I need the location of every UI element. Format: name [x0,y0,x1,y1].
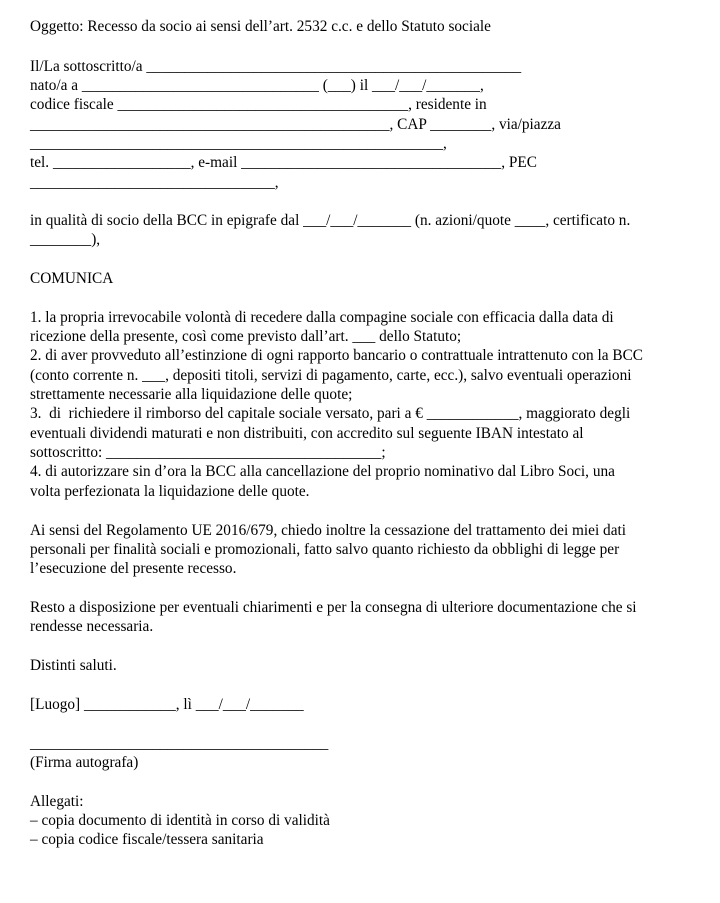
availability-line: rendesse necessaria. [30,618,154,635]
identity-line: tel. __________________, e-mail __________________________________, PEC [30,154,537,171]
point-line: 3. di richiedere il rimborso del capitale sociale versato, pari a € ____________, maggiorato degli [30,405,631,422]
closing-line: Distinti saluti. [30,657,117,674]
point-line: strettamente necessarie alla liquidazione delle quote; [30,386,353,403]
signature-label: (Firma autografa) [30,754,139,771]
privacy-line: l’esecuzione del presente recesso. [30,560,237,577]
identity-line: _______________________________________________, CAP ________, via/piazza [30,116,561,133]
subject-line: Oggetto: Recesso da socio ai sensi dell’art. 2532 c.c. e dello Statuto sociale [30,18,491,35]
place-date-line: [Luogo] ____________, lì ___/___/_______ [30,696,304,713]
availability-line: Resto a disposizione per eventuali chiarimenti e per la consegna di ulteriore documentazione che si [30,599,637,616]
point-line: ricezione della presente, così come previsto dall’art. ___ dello Statuto; [30,328,462,345]
point-line: (conto corrente n. ___, depositi titoli, servizi di pagamento, carte, ecc.), salvo eventuali operazioni [30,367,632,384]
attachments-title: Allegati: [30,793,84,810]
attachment-item: – copia documento di identità in corso di validità [30,812,330,829]
identity-line: ________________________________, [30,174,279,191]
point-line: 1. la propria irrevocabile volontà di recedere dalla compagine sociale con efficacia dalla data di [30,309,614,326]
privacy-line: personali per finalità sociali e promozionali, fatto salvo quanto richiesto da obblighi di legge per [30,541,620,558]
comunica-heading: COMUNICA [30,270,114,287]
signature-line: _______________________________________ [30,735,329,752]
identity-line: codice fiscale ______________________________________, residente in [30,96,487,113]
identity-line: ______________________________________________________, [30,135,447,152]
point-line: sottoscritto: ____________________________________; [30,444,386,461]
attachment-item: – copia codice fiscale/tessera sanitaria [30,831,264,848]
membership-line: in qualità di socio della BCC in epigrafe dal ___/___/_______ (n. azioni/quote ____, certificato n. [30,212,631,229]
point-line: volta perfezionata la liquidazione delle quote. [30,483,310,500]
membership-line: ________), [30,231,101,248]
point-line: 2. di aver provveduto all’estinzione di ogni rapporto bancario o contrattuale intrattenuto con la BCC [30,347,643,364]
privacy-line: Ai sensi del Regolamento UE 2016/679, chiedo inoltre la cessazione del trattamento dei miei dati [30,522,626,539]
identity-line: Il/La sottoscritto/a _________________________________________________ [30,58,522,75]
point-line: 4. di autorizzare sin d’ora la BCC alla cancellazione del proprio nominativo dal Libro Soci, una [30,463,615,480]
identity-line: nato/a a _______________________________ (___) il ___/___/_______, [30,77,484,94]
point-line: eventuali dividendi maturati e non distribuiti, con accredito sul seguente IBAN intestato al [30,425,584,442]
